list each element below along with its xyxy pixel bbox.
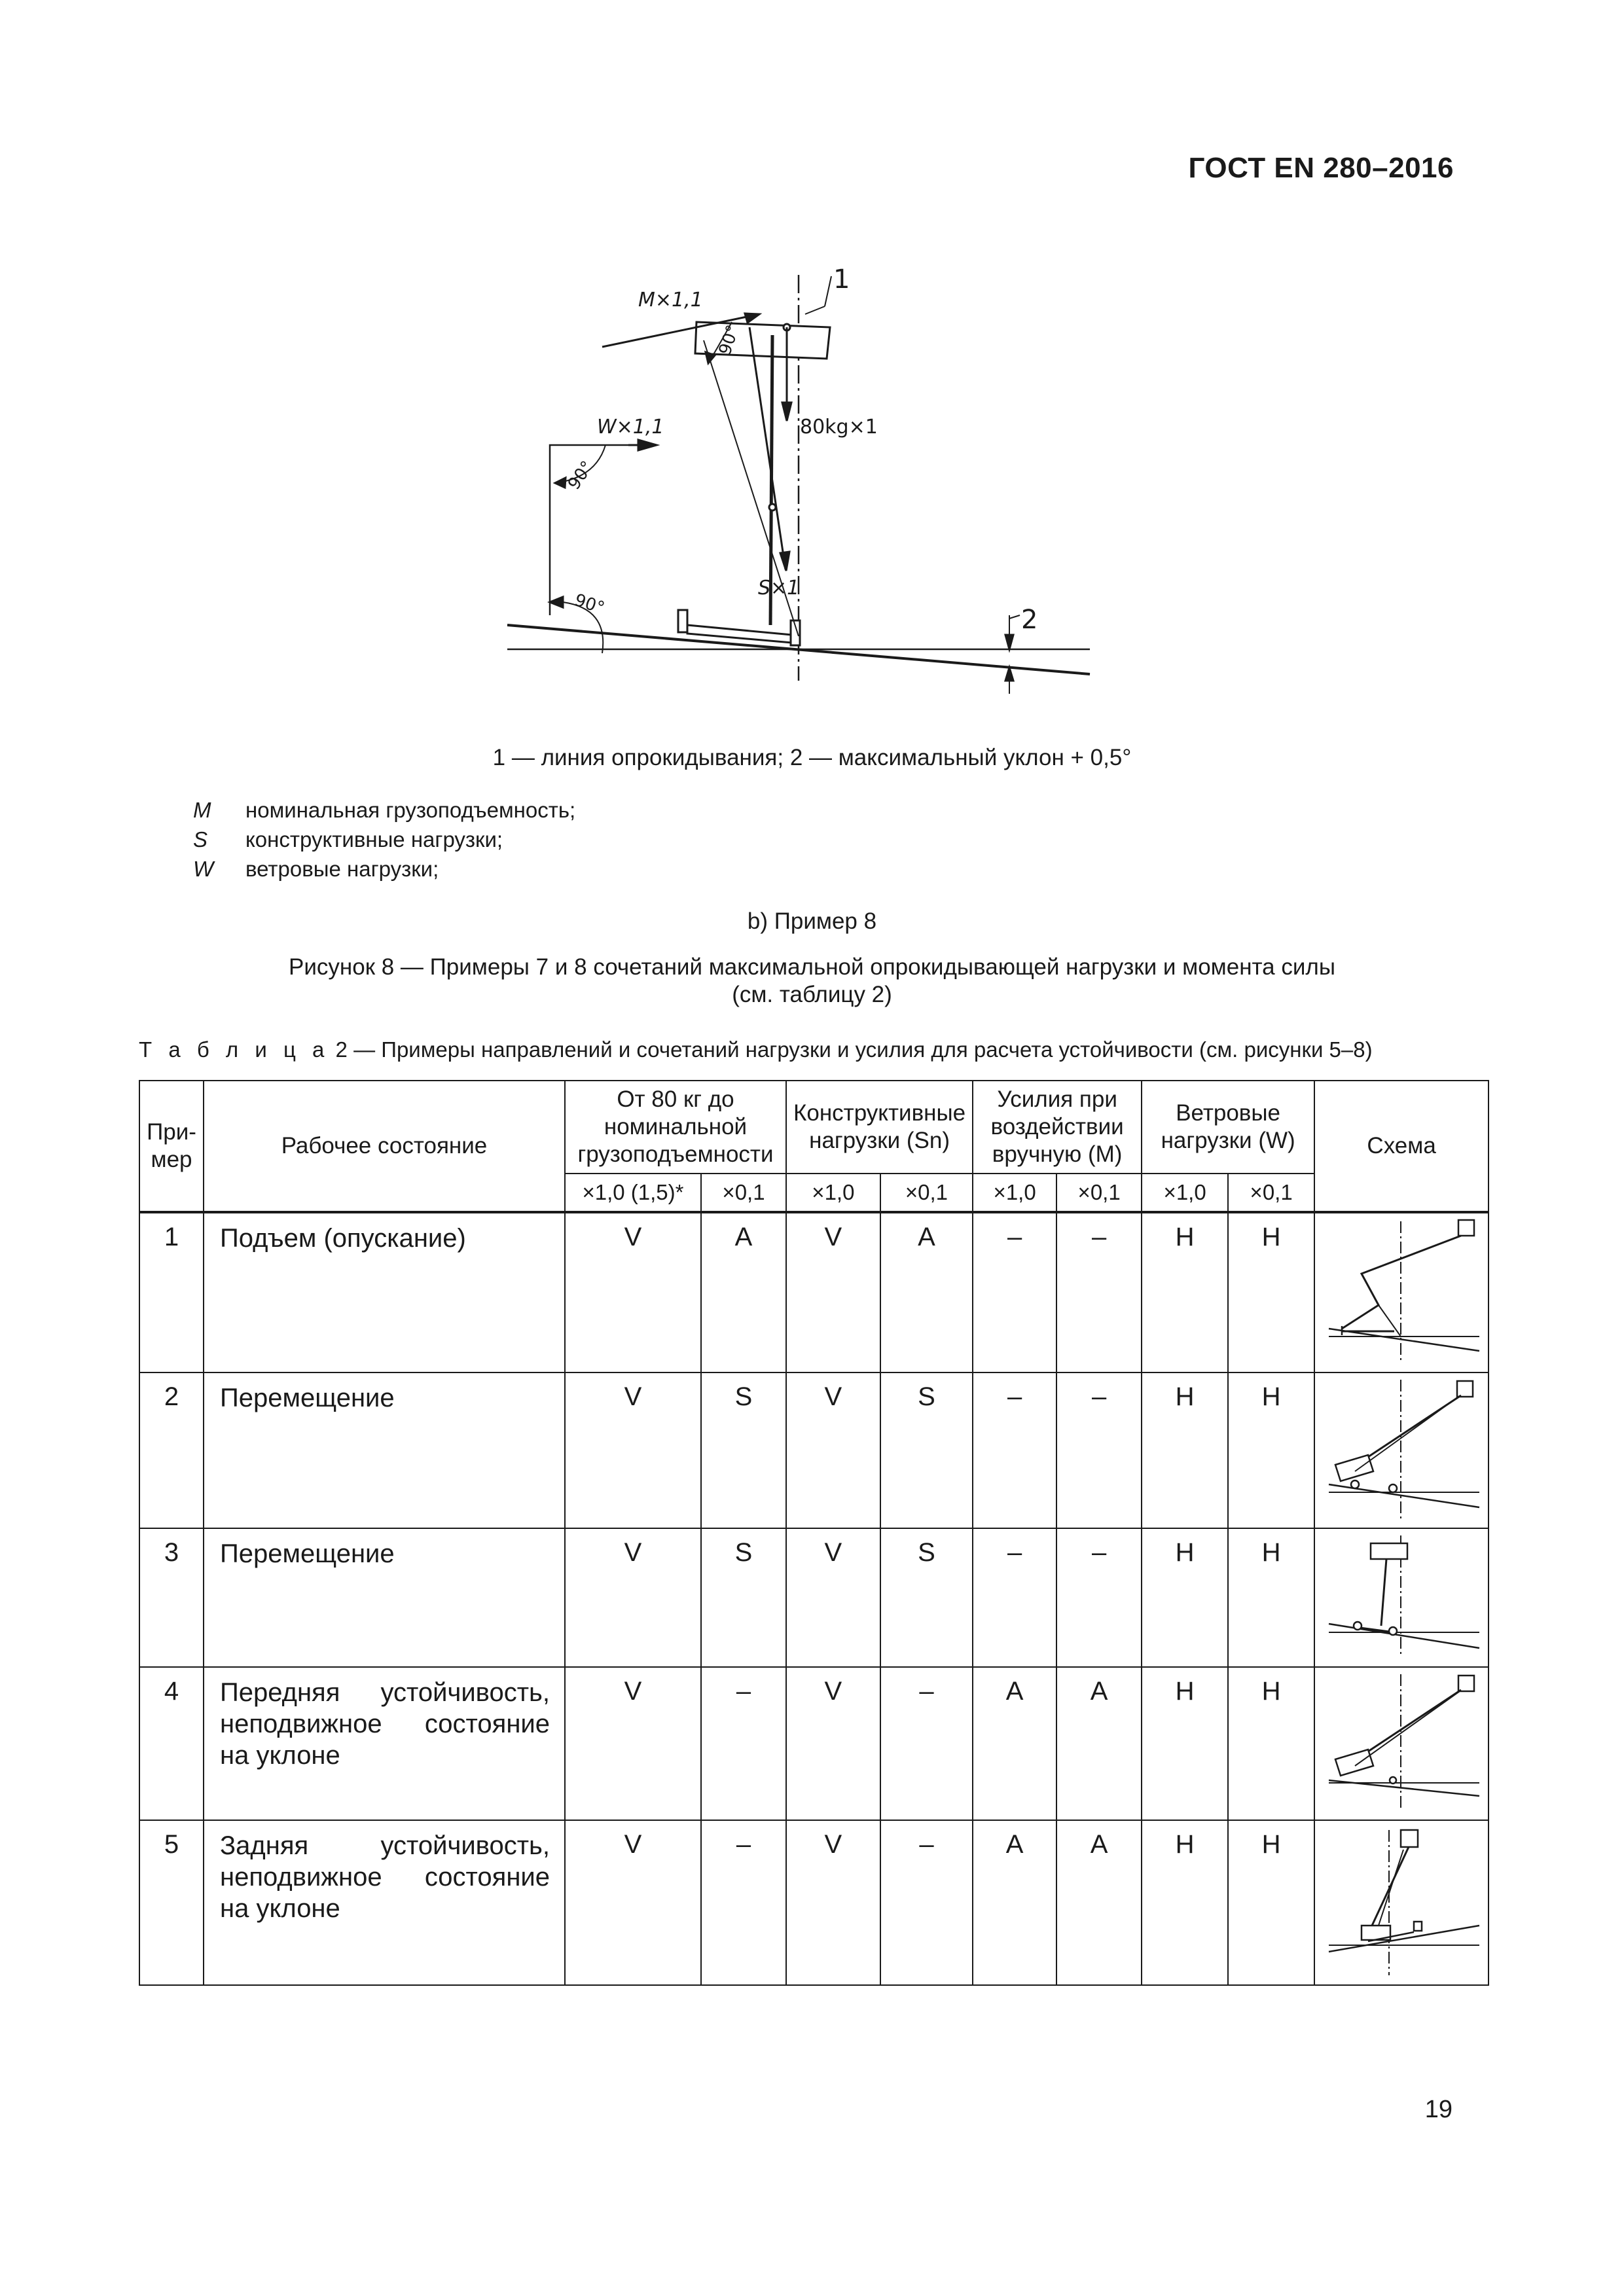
scheme-diagram-3	[1316, 1529, 1487, 1660]
table-cell: H	[1142, 1212, 1228, 1372]
table-cell: H	[1142, 1667, 1228, 1820]
platform-basket	[695, 322, 830, 359]
outrigger-rear	[678, 610, 687, 632]
table-cell: V	[786, 1820, 880, 1985]
chassis	[687, 625, 792, 643]
table-cell: S	[880, 1528, 973, 1667]
figure-caption: Рисунок 8 — Примеры 7 и 8 сочетаний максимальной опрокидывающей нагрузки и момента силы	[289, 954, 1335, 980]
legend-item: W ветровые нагрузки;	[193, 857, 439, 881]
table-cell: A	[973, 1667, 1056, 1820]
w-label: W×1,1	[597, 416, 664, 439]
m-label: M×1,1	[638, 289, 703, 312]
figure-key: 1 — линия опрокидывания; 2 — максимальный уклон + 0,5°	[492, 745, 1132, 770]
table-cell: 2	[139, 1372, 204, 1528]
table-cell: S	[880, 1372, 973, 1528]
state-cell: Перемещение	[204, 1372, 565, 1528]
table-cell: A	[1056, 1820, 1142, 1985]
table-row	[139, 1667, 1489, 1820]
figure-legend	[193, 795, 575, 884]
subheader: ×0,1	[880, 1174, 973, 1212]
table-cell: A	[701, 1212, 786, 1372]
scheme-diagram-1	[1316, 1213, 1487, 1365]
table-row	[139, 1528, 1489, 1667]
table-cell: V	[786, 1212, 880, 1372]
table-cell: H	[1228, 1820, 1314, 1985]
table-cell: S	[701, 1528, 786, 1667]
table-row	[139, 1372, 1489, 1528]
document-code: ГОСТ EN 280–2016	[1188, 152, 1454, 184]
figure-subcaption: b) Пример 8	[747, 908, 877, 934]
table-cell: –	[973, 1528, 1056, 1667]
table-cell: 5	[139, 1820, 204, 1985]
callout-1: 1	[833, 264, 850, 295]
table-caption: Т а б л и ц а 2 — Примеры направлений и сочетаний нагрузки и усилия для расчета устойчивости (см. рисунки 5–8)	[139, 1037, 1373, 1062]
stability-diagram	[497, 262, 1100, 694]
scheme-cell	[1314, 1372, 1489, 1528]
table-row	[139, 1212, 1489, 1372]
table-cell: H	[1142, 1372, 1228, 1528]
table-cell: –	[973, 1212, 1056, 1372]
table-cell: V	[565, 1528, 701, 1667]
table-cell: –	[701, 1820, 786, 1985]
table-cell: H	[1228, 1212, 1314, 1372]
table-cell: V	[786, 1667, 880, 1820]
subheader: ×1,0	[1142, 1174, 1228, 1212]
table-cell: A	[973, 1820, 1056, 1985]
col-wind-header: Ветровые нагрузки (W)	[1142, 1081, 1314, 1174]
col-structural-header: Конструктивные нагрузки (Sn)	[786, 1081, 973, 1174]
angle-label-mid: 90°	[564, 457, 598, 494]
table-cell: 1	[139, 1212, 204, 1372]
col-example-header: При-мер	[139, 1081, 204, 1212]
angle-label-top: 90°	[715, 322, 744, 358]
scheme-cell	[1314, 1528, 1489, 1667]
table-cell: A	[1056, 1667, 1142, 1820]
load-label: 80kg×1	[800, 416, 878, 439]
state-cell: Перемещение	[204, 1528, 565, 1667]
table-cell: H	[1142, 1820, 1228, 1985]
table-cell: V	[565, 1667, 701, 1820]
figure-caption-cont: (см. таблицу 2)	[732, 982, 892, 1007]
scheme-cell	[1314, 1820, 1489, 1985]
scheme-cell	[1314, 1212, 1489, 1372]
table-cell: –	[880, 1820, 973, 1985]
scheme-diagram-5	[1316, 1821, 1487, 1978]
table-cell: S	[701, 1372, 786, 1528]
table-cell: H	[1228, 1372, 1314, 1528]
col-scheme-header: Схема	[1314, 1081, 1489, 1212]
table-cell: 4	[139, 1667, 204, 1820]
table-cell: H	[1142, 1528, 1228, 1667]
table-cell: H	[1228, 1667, 1314, 1820]
angle-label-bottom: 90°	[571, 590, 607, 619]
state-cell: Задняя устойчивость, неподвижное состояние на уклоне	[204, 1820, 565, 1985]
table-cell: V	[565, 1212, 701, 1372]
subheader: ×1,0 (1,5)*	[565, 1174, 701, 1212]
subheader: ×1,0	[786, 1174, 880, 1212]
callout-2: 2	[1021, 605, 1038, 635]
subheader: ×0,1	[1056, 1174, 1142, 1212]
col-manual-header: Усилия при воздействии вручную (M)	[973, 1081, 1142, 1174]
table-row	[139, 1820, 1489, 1985]
subheader: ×0,1	[701, 1174, 786, 1212]
state-cell: Подъем (опускание)	[204, 1212, 565, 1372]
table-cell: H	[1228, 1528, 1314, 1667]
subheader: ×0,1	[1228, 1174, 1314, 1212]
table-cell: –	[880, 1667, 973, 1820]
table-cell: A	[880, 1212, 973, 1372]
legend-item: S конструктивные нагрузки;	[193, 827, 503, 852]
table-cell: –	[701, 1667, 786, 1820]
scheme-diagram-2	[1316, 1373, 1487, 1521]
s-label: S×1	[758, 577, 800, 600]
table-cell: –	[1056, 1372, 1142, 1528]
legend-item: M номинальная грузоподъемность;	[193, 798, 576, 822]
col-rated-load-header: От 80 кг до номинальной грузоподъемности	[565, 1081, 786, 1174]
state-cell: Передняя устойчивость, неподвижное состояние на уклоне	[204, 1667, 565, 1820]
table-cell: V	[565, 1372, 701, 1528]
table-cell: –	[1056, 1528, 1142, 1667]
table-cell: –	[973, 1372, 1056, 1528]
load-combinations-table	[139, 1080, 1489, 1986]
subheader: ×1,0	[973, 1174, 1056, 1212]
col-state-header: Рабочее состояние	[204, 1081, 565, 1212]
table-cell: V	[565, 1820, 701, 1985]
table-cell: V	[786, 1372, 880, 1528]
scheme-cell	[1314, 1667, 1489, 1820]
scheme-diagram-4	[1316, 1668, 1487, 1813]
table-cell: –	[1056, 1212, 1142, 1372]
s-force-arrow	[749, 327, 785, 569]
table-cell: 3	[139, 1528, 204, 1667]
page-number: 19	[1424, 2096, 1453, 2123]
table-cell: V	[786, 1528, 880, 1667]
